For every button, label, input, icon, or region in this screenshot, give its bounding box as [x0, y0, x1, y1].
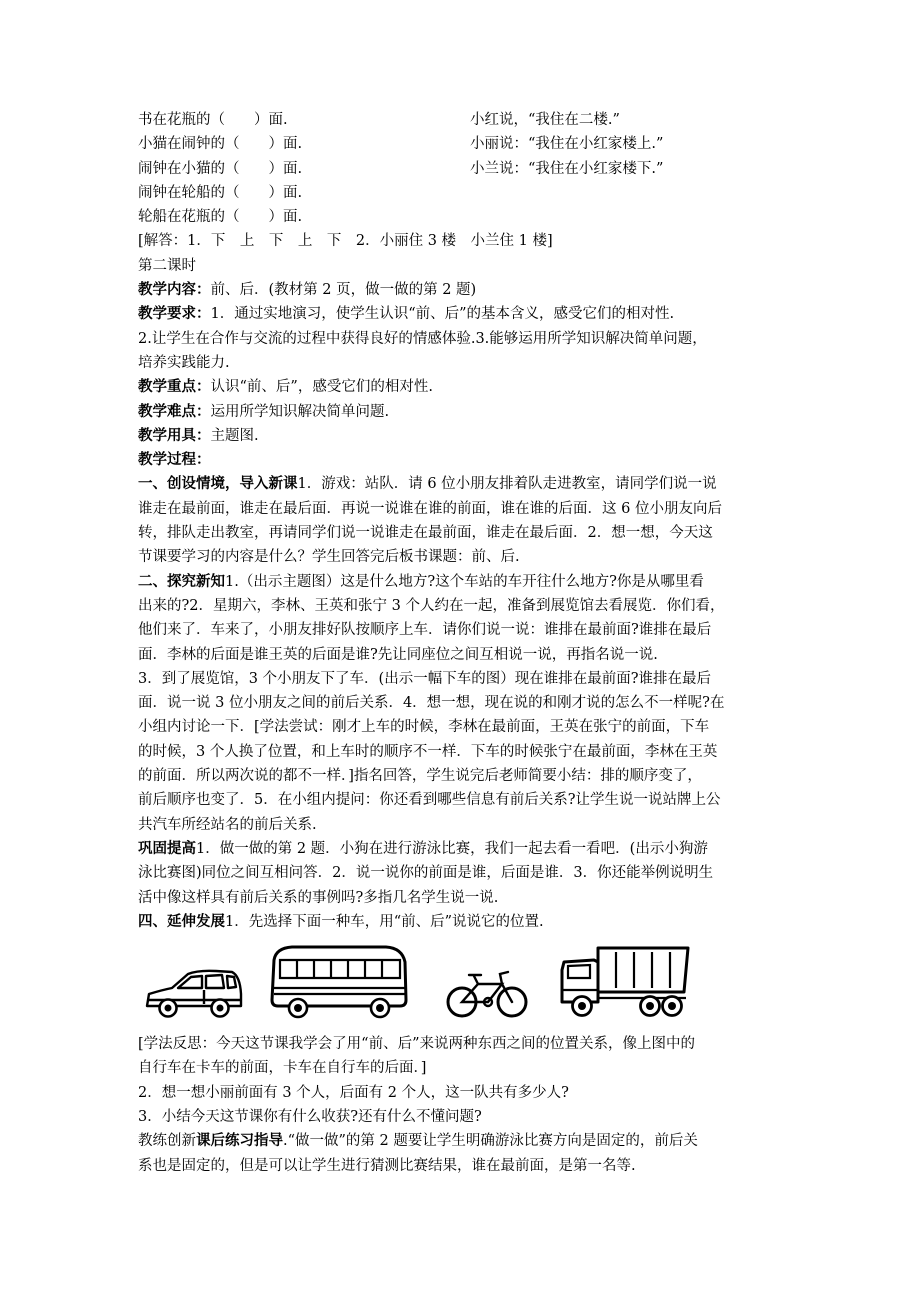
text: .“做一做”的第 2 题要让学生明确游泳比赛方向是固定的，前后关 [283, 1133, 698, 1150]
paragraph-line: 3．到了展览馆，3 个小朋友下了车．(出示一幅下车的图）现在谁排在最前面?谁排在最后 [138, 670, 711, 687]
vehicle-illustrations [138, 942, 798, 1024]
quiz-row-2 [138, 132, 798, 156]
text: 前、后．(教材第 2 页，做一做的第 2 题) [210, 282, 477, 299]
quiz-item: 书在花瓶的（ ）面. [138, 112, 288, 128]
text: 主题图. [210, 427, 259, 444]
paragraph-line: 出来的?2．星期六，李林、王英和张宁 3 个人约在一起，准备到展览馆去看展览．你们看， [138, 597, 725, 614]
section-heading: 二、探究新知 [138, 572, 225, 590]
label: 教学重点： [138, 378, 211, 396]
teaching-key-point [138, 375, 798, 399]
text: 1．做一做的第 2 题．小狗在进行游泳比赛，我们一起去看一看吧．(出示小狗游 [196, 840, 708, 857]
quiz-item: 轮船在花瓶的（ ）面. [138, 209, 303, 226]
text: 教练创新 [138, 1133, 196, 1150]
question-3: 3．小结今天这节课你有什么收获?还有什么不懂问题? [138, 1108, 482, 1125]
quiz-statement: 小丽说：“我住在小红家楼上.” [470, 136, 664, 153]
section-heading: 一、创设情境，导入新课 [138, 475, 298, 493]
teaching-requirements [138, 302, 798, 326]
text: 认识“前、后”，感受它们的相对性. [210, 379, 433, 396]
bicycle-illustration [444, 964, 530, 1022]
text: 1.（出示主题图）这是什么地方?这个车站的车开往什么地方?你是从哪里看 [225, 573, 704, 590]
paragraph-line: 前后顺序也变了．5．在小组内提问：你还看到哪些信息有前后关系?让学生说一说站牌上公 [138, 792, 721, 809]
paragraph-line: 小组内讨论一下．[学法尝试：刚才上车的时候，李林在最前面，王英在张宁的前面，下车 [138, 719, 710, 736]
label: 教学用具： [138, 426, 211, 444]
quiz-statement: 小红说，“我住在二楼.” [470, 112, 620, 128]
quiz-statement: 小兰说：“我住在小红家楼下.” [470, 160, 664, 177]
quiz-item: 闹钟在小猫的（ ）面. [138, 160, 303, 177]
reflection-line: [学法反思：今天这节课我学会了用“前、后”来说两种东西之间的位置关系，像上图中的 [138, 1036, 695, 1053]
paragraph-line: 面．李林的后面是谁王英的后面是谁?先让同座位之间互相说一说，再指名说一说. [138, 646, 658, 663]
section-heading: 巩固提高 [138, 839, 196, 857]
text: 1．游戏：站队．请 6 位小朋友排着队走进教室，请同学们说一说 [297, 476, 717, 493]
text: 1．先选择下面一种车，用“前、后”说说它的位置. [225, 913, 544, 930]
text: 1．通过实地演习，使学生认识“前、后”的基本含义，感受它们的相对性. [210, 306, 675, 323]
section-4-line [138, 910, 798, 934]
section-2-line [138, 570, 798, 594]
teaching-difficulty [138, 400, 798, 424]
paragraph-line: 的前面．所以两次说的都不一样．]指名回答，学生说完后老师简要小结：排的顺序变了， [138, 768, 702, 785]
label: 教学过程： [138, 451, 211, 469]
truck-illustration [558, 942, 694, 1022]
paragraph-line: 活中像这样具有前后关系的事例吗?多指几名学生说一说. [138, 889, 499, 906]
exercise-guide [138, 1129, 798, 1153]
label: 教学要求： [138, 305, 211, 323]
paragraph-line: 他们来了．车来了，小朋友排好队按顺序上车．请你们说一说：谁排在最前面?谁排在最后 [138, 622, 712, 639]
paragraph-line: 节课要学习的内容是什么？学生回答完后板书课题：前、后. [138, 549, 520, 566]
section-3-line [138, 837, 798, 861]
bus-illustration [268, 944, 410, 1022]
paragraph-line: 面．说一说 3 位小朋友之间的前后关系．4．想一想，现在说的和刚才说的怎么不一样呢?在 [138, 695, 725, 712]
paragraph-line: 谁走在最前面，谁走在最后面．再说一说谁在谁的前面，谁在谁的后面．这 6 位小朋友向后 [138, 500, 722, 517]
section-heading: 四、延伸发展 [138, 912, 225, 930]
quiz-item: 闹钟在轮船的（ ）面. [138, 184, 303, 201]
document-page [138, 108, 798, 1178]
paragraph-line: 培养实践能力. [138, 354, 230, 371]
section-1-line [138, 472, 798, 496]
paragraph-line: 共汽车所经站名的前后关系. [138, 816, 317, 833]
paragraph-line: 转，排队走出教室，再请同学们说一说谁走在最前面，谁走在最后面．2．想一想，今天这 [138, 525, 713, 542]
question-2: 2．想一想小丽前面有 3 个人，后面有 2 个人，这一队共有多少人? [138, 1084, 569, 1101]
teaching-content [138, 278, 798, 302]
teaching-process [138, 448, 798, 472]
quiz-item: 小猫在闹钟的（ ）面. [138, 136, 303, 153]
quiz-row-1 [138, 108, 798, 132]
text: 运用所学知识解决简单问题. [210, 403, 390, 420]
teaching-tools [138, 424, 798, 448]
reflection-line: 自行车在卡车的前面，卡车在自行车的后面．] [138, 1060, 427, 1077]
paragraph-line: 系也是固定的，但是可以让学生进行猜测比赛结果，谁在最前面，是第一名等. [138, 1157, 636, 1174]
paragraph-line: 2.让学生在合作与交流的过程中获得良好的情感体验.3.能够运用所学知识解决简单问题， [138, 330, 707, 347]
lesson-title: 第二课时 [138, 257, 196, 274]
label: 教学难点： [138, 402, 211, 420]
paragraph-line: 的时候，3 个人换了位置，和上车时的顺序不一样．下车的时候张宁在最前面，李林在王英 [138, 743, 718, 760]
quiz-answer: [解答：1．下 上 下 上 下 2．小丽住 3 楼 小兰住 1 楼] [138, 233, 553, 250]
quiz-row-3 [138, 157, 798, 181]
label: 教学内容： [138, 281, 211, 299]
paragraph-line: 泳比赛图)同位之间互相问答．2．说一说你的前面是谁，后面是谁．3．你还能举例说明生 [138, 865, 714, 882]
label: 课后练习指导 [196, 1132, 283, 1150]
car-illustration [142, 964, 246, 1022]
